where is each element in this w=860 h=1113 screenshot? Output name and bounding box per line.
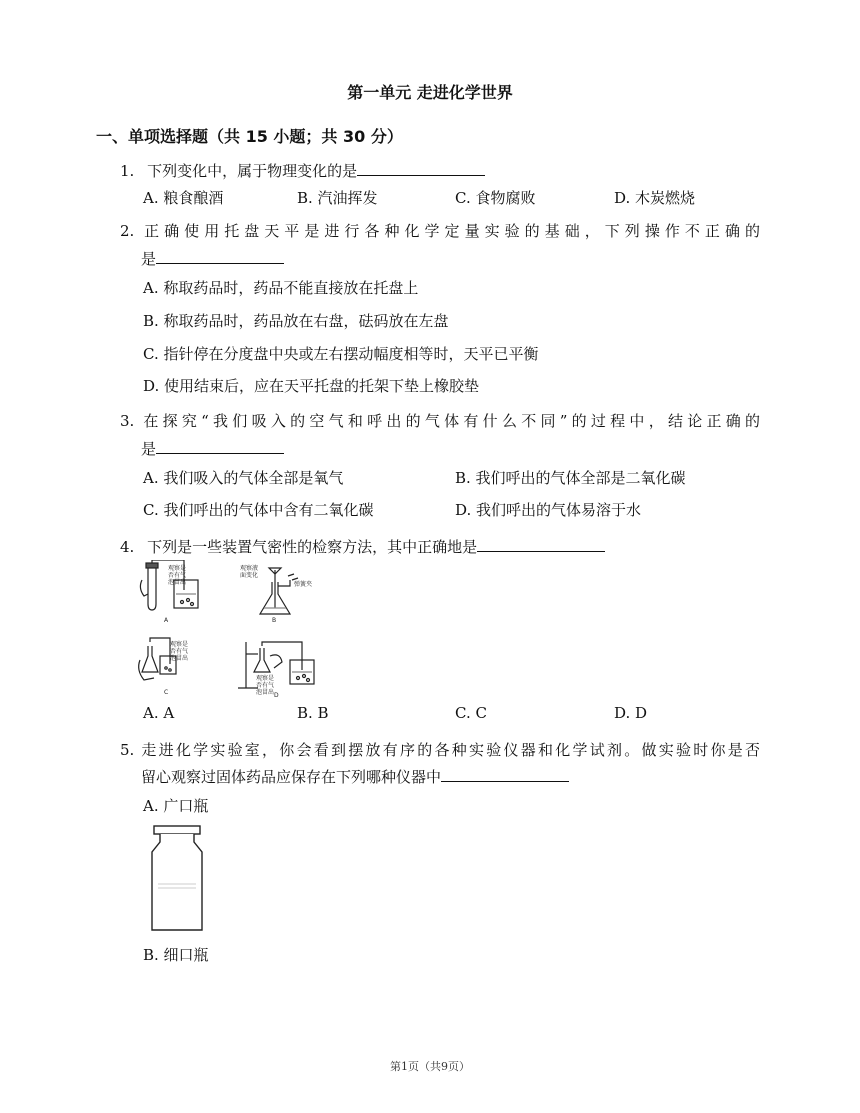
- question-text: 下列变化中，属于物理变化的是: [147, 162, 358, 180]
- question-3-line2: [141, 438, 284, 459]
- question-text: 走进化学实验室，你会看到摆放有序的各种实验仪器和化学试剂。做实验时你是否: [141, 741, 760, 759]
- question-4: [120, 536, 605, 557]
- option-c[interactable]: C. 指针停在分度盘中央或左右摆动幅度相等时，天平已平衡: [143, 345, 539, 363]
- option-a[interactable]: A. 广口瓶: [143, 797, 209, 815]
- figure-note-b: 面变化: [240, 572, 259, 579]
- section-heading: 一、单项选择题（共 15 小题；共 30 分）: [96, 127, 403, 146]
- option-b[interactable]: B. 汽油挥发: [297, 189, 378, 207]
- option-b[interactable]: B. 我们呼出的气体全部是二氧化碳: [455, 469, 686, 487]
- option-d[interactable]: D. D: [614, 704, 648, 722]
- question-number: 2.: [120, 222, 135, 240]
- option-b[interactable]: B. 称取药品时，药品放在右盘，砝码放在左盘: [143, 312, 449, 330]
- question-5: [120, 739, 760, 760]
- question-number: 1.: [120, 162, 135, 180]
- question-text: 是: [141, 250, 157, 268]
- figure-note-c: 否有气: [170, 648, 189, 655]
- question-text: 下列是一些装置气密性的检察方法，其中正确地是: [147, 538, 478, 556]
- figure-note-d: 泡冒出: [256, 689, 275, 696]
- figure-letter-a: A: [164, 617, 169, 624]
- figure-note-b: 观察液: [240, 565, 259, 572]
- option-b[interactable]: B. B: [297, 704, 329, 722]
- option-d[interactable]: D. 木炭燃烧: [614, 189, 696, 207]
- figure-note-a: 否有气: [168, 572, 187, 579]
- question-number: 5.: [120, 741, 135, 759]
- option-d[interactable]: D. 使用结束后，应在天平托盘的托架下垫上橡胶垫: [143, 377, 480, 395]
- option-a[interactable]: A. 称取药品时，药品不能直接放在托盘上: [143, 279, 419, 297]
- wide-mouth-bottle-image: [146, 824, 208, 932]
- option-d[interactable]: D. 我们呼出的气体易溶于水: [455, 501, 642, 519]
- question-text: 正确使用托盘天平是进行各种化学定量实验的基础，下列操作不正确的: [144, 222, 760, 240]
- question-2: [120, 220, 760, 241]
- question-1: [120, 160, 485, 181]
- question-number: 3.: [120, 412, 135, 430]
- apparatus-d: [238, 642, 314, 688]
- figure-note-c: 泡冒出: [170, 655, 189, 662]
- question-text: 在探究“我们吸入的空气和呼出的气体有什么不同”的过程中，结论正确的: [143, 412, 760, 430]
- question-text: 留心观察过固体药品应保存在下列哪种仪器中: [141, 768, 442, 786]
- answer-blank[interactable]: [441, 767, 569, 782]
- question-5-line2: [141, 766, 569, 787]
- figure-clip-b: 弹簧夹: [294, 581, 313, 588]
- figure-note-a: 观察是: [168, 565, 187, 572]
- figure-note-d: 观察是: [256, 675, 275, 682]
- option-c[interactable]: C. 我们呼出的气体中含有二氧化碳: [143, 501, 374, 519]
- answer-blank[interactable]: [156, 439, 284, 454]
- question-3: [120, 410, 760, 431]
- apparatus-figure: [134, 560, 324, 698]
- option-a[interactable]: A. A: [143, 704, 175, 722]
- page-footer: 第1页（共9页）: [390, 1060, 470, 1073]
- option-b[interactable]: B. 细口瓶: [143, 946, 209, 964]
- figure-note-a: 泡冒出: [168, 579, 187, 586]
- figure-letter-d: D: [274, 692, 279, 698]
- option-a[interactable]: A. 我们吸入的气体全部是氧气: [143, 469, 344, 487]
- figure-note-c: 观察是: [170, 641, 189, 648]
- question-text: 是: [141, 440, 157, 458]
- answer-blank[interactable]: [477, 537, 605, 552]
- option-c[interactable]: C. C: [455, 704, 487, 722]
- option-a[interactable]: A. 粮食酿酒: [143, 189, 224, 207]
- page-title: 第一单元 走进化学世界: [347, 83, 513, 102]
- question-number: 4.: [120, 538, 135, 556]
- question-2-line2: [141, 248, 284, 269]
- apparatus-b: [260, 568, 298, 614]
- answer-blank[interactable]: [156, 249, 284, 264]
- figure-letter-b: B: [272, 617, 277, 624]
- figure-note-d: 否有气: [256, 682, 275, 689]
- figure-letter-c: C: [164, 689, 169, 696]
- option-c[interactable]: C. 食物腐败: [455, 189, 536, 207]
- answer-blank[interactable]: [357, 161, 485, 176]
